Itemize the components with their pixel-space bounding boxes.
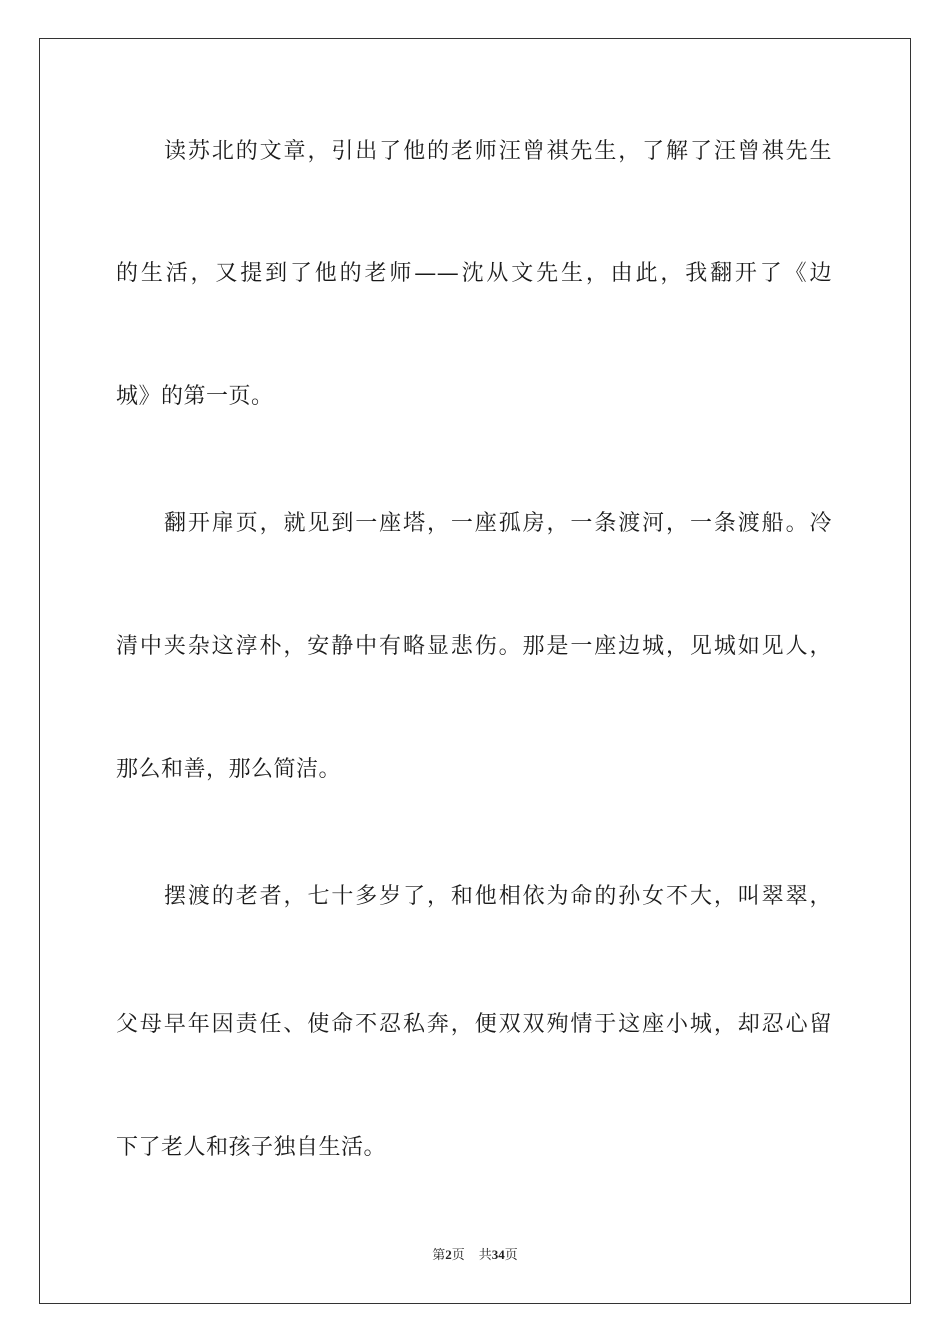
total-suffix: 页 [504,1247,518,1262]
paragraph-2-line-3: 那么和善，那么简洁。 [116,757,342,782]
total-prefix: 共 [478,1247,492,1262]
paragraph-1-line-3: 城》的第一页。 [116,384,274,409]
paragraph-3-line-3: 下了老人和孩子独自生活。 [116,1135,387,1160]
page-border [39,38,911,1304]
page-number: 2 [445,1247,452,1262]
paragraph-2-line-2: 清中夹杂这淳朴，安静中有略显悲伤。那是一座边城，见城如见人， [116,634,832,659]
page-suffix: 页 [451,1247,465,1262]
paragraph-3-line-2: 父母早年因责任、使命不忍私奔，便双双殉情于这座小城，却忍心留 [116,1012,832,1037]
paragraph-1-line-2: 的生活，又提到了他的老师——沈从文先生，由此，我翻开了《边 [116,261,832,286]
paragraph-1-line-1: 读苏北的文章，引出了他的老师汪曾祺先生，了解了汪曾祺先生 [164,139,832,164]
page-footer [0,1246,950,1264]
total-pages: 34 [491,1247,505,1262]
paragraph-2-line-1: 翻开扉页，就见到一座塔，一座孤房，一条渡河，一条渡船。冷 [164,511,832,536]
page-prefix: 第 [432,1247,446,1262]
paragraph-3-line-1: 摆渡的老者，七十多岁了，和他相依为命的孙女不大，叫翠翠， [164,884,832,909]
